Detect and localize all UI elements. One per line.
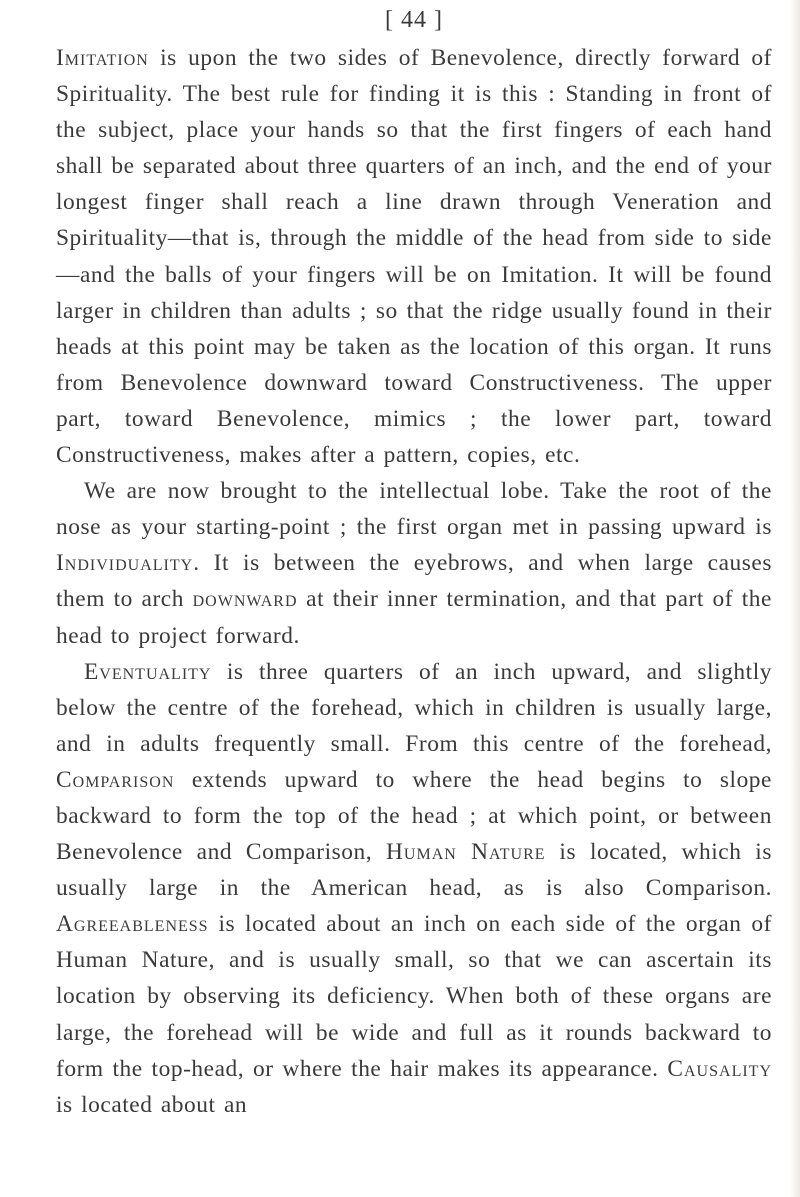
small-caps-term: Eventuality [84,658,212,685]
small-caps-term: downward [192,586,298,613]
page-number: [ 44 ] [385,7,443,33]
small-caps-term: Agreeableness [56,911,209,938]
text-run: We are now brought to the intellectual lobe. Take the root of the nose as your starting-point ; the first organ met in passing upward is [56,478,772,541]
text-run: is located about an [56,1091,248,1118]
page-edge-shadow [790,0,800,1197]
text-run: . It is between the eyebrows, and when large causes them to arch [56,550,772,613]
paragraph-eventuality [56,654,772,1123]
text-run: extends upward to where the head begins to slope backward to form the top of the head ; at which point, or between Benevolence and Comparison, [56,766,772,866]
small-caps-term: Human Nature [386,839,546,866]
body-text [56,40,772,1123]
small-caps-term: Causality [667,1055,772,1082]
text-run: is located about an inch on each side of the organ of Human Nature, and is usually small, so that we can ascertain its location by observing its deficiency. When both of these organs are large, the forehead will be wide and full as it rounds backward to form the top-head, or where the hair makes its appearance. [56,911,772,1082]
small-caps-term: Individuality [56,550,194,577]
small-caps-term: Comparison [56,766,175,793]
text-run: is upon the two sides of Benevolence, directly forward of Spirituality. The best rule for finding it is this : Standing in front of the subject, place your hands so that the first fingers of each hand shall be separated about three quarters of an inch, and the end of your longest finger shall reach a line drawn through Veneration and Spirituality—that is, through the middle of the head from side to side—and the balls of your fingers will be on Imitation. It will be found larger in children than adults ; so that the ridge usually found in their heads at this point may be taken as the location of this organ. It runs from Benevolence downward toward Constructiveness. The upper part, toward Benevolence, mimics ; the lower part, toward Constructiveness, makes after a pattern, copies, etc. [56,45,772,469]
text-run: is located, which is usually large in the American head, as is also Comparison. [56,839,773,902]
paragraph-intellectual-lobe [56,473,772,653]
text-run: at their inner termination, and that part of the head to project forward. [56,586,772,649]
paragraph-imitation [56,40,772,473]
small-caps-term: Imitation [56,45,149,71]
text-run: is three quarters of an inch upward, and slightly below the centre of the forehead, which in children is usually large, and in adults frequently small. From this centre of the forehead, [56,658,772,757]
